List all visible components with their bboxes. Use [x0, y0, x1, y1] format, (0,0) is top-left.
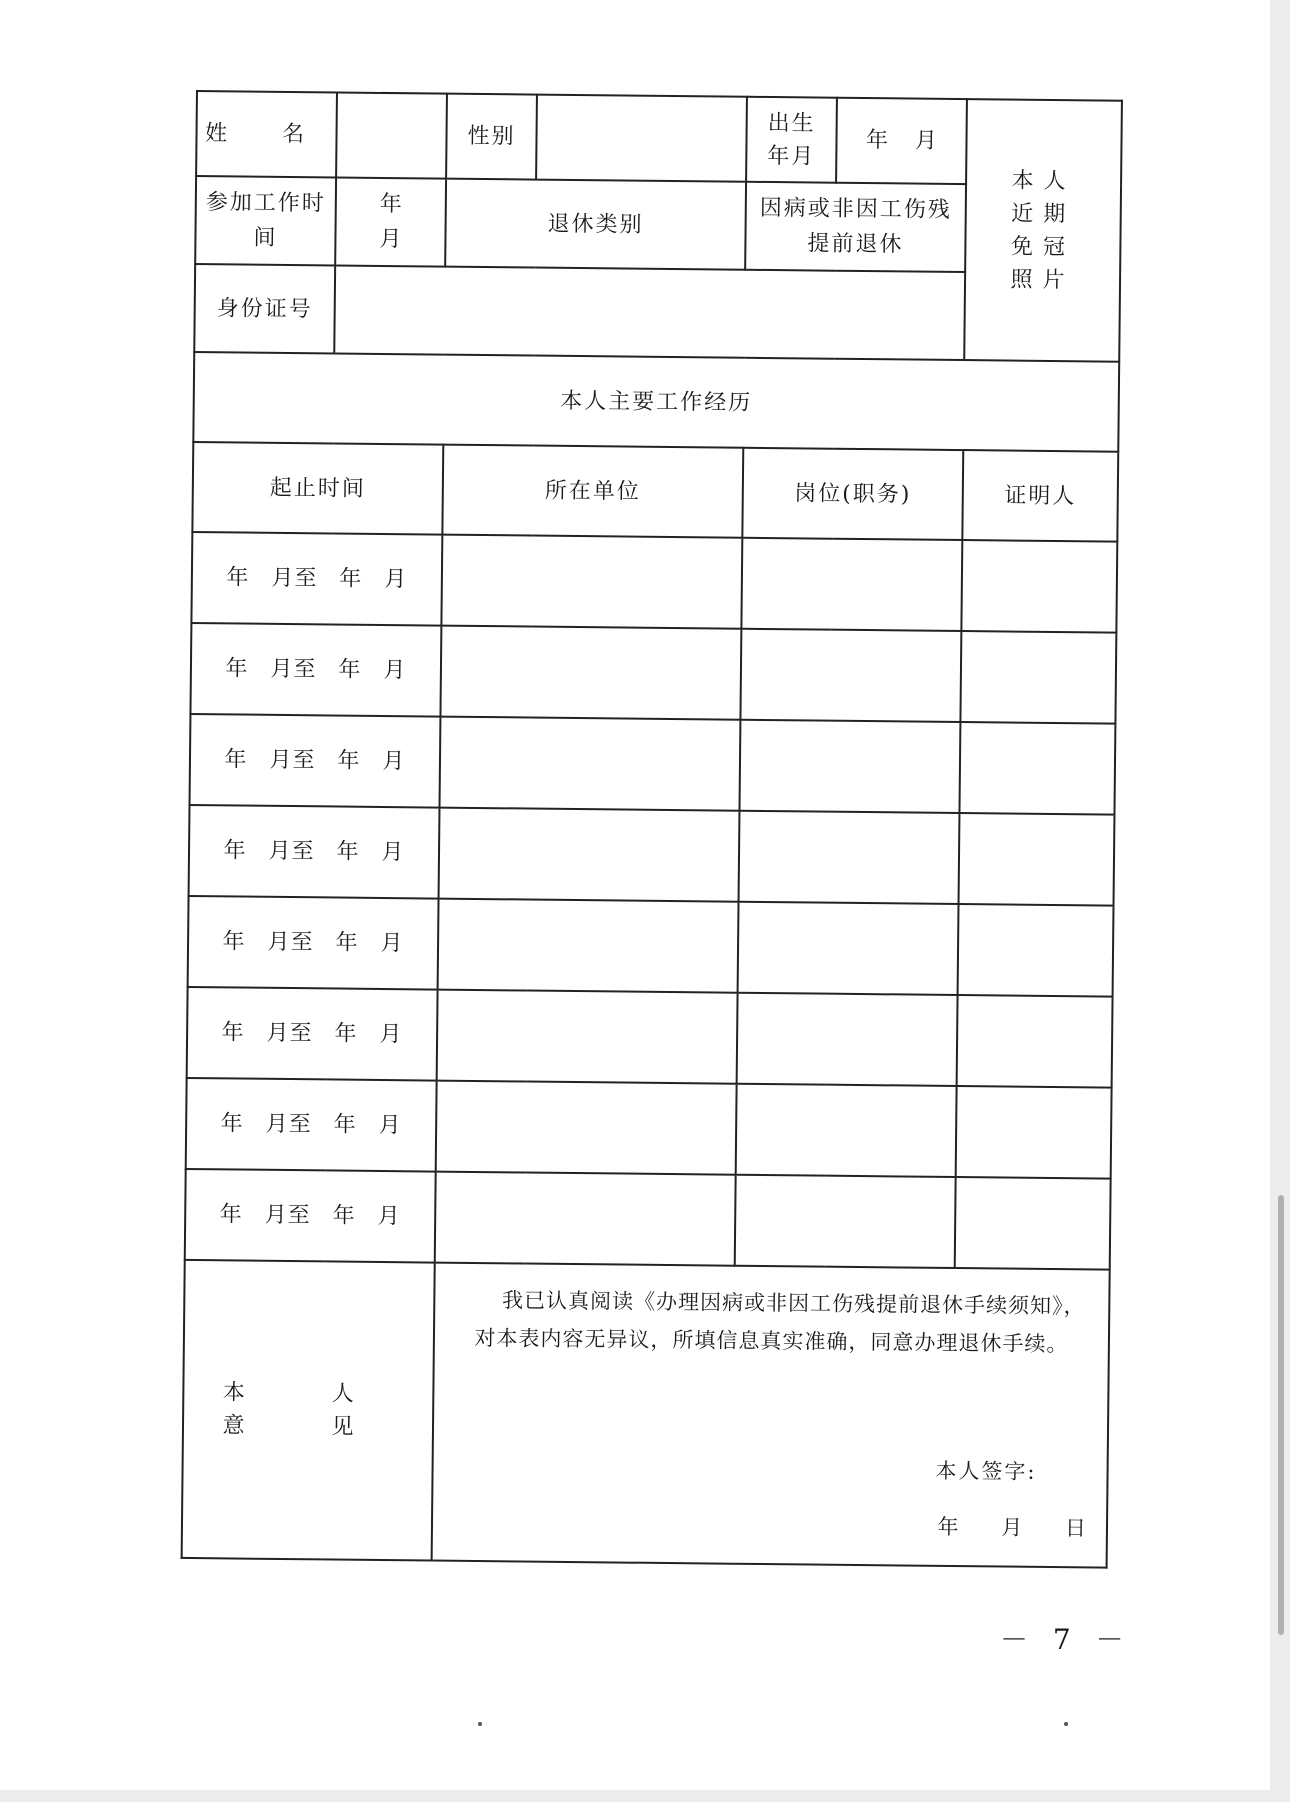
- table-row: [190, 623, 1116, 724]
- history-title: 本人主要工作经历: [193, 352, 1119, 452]
- period-cell[interactable]: 年 月至 年 月: [188, 896, 439, 990]
- unit-cell[interactable]: [440, 626, 741, 720]
- signature-date[interactable]: 年 月 日: [937, 1514, 1087, 1540]
- retire-type-value: 因病或非因工伤残 提前退休: [745, 182, 966, 272]
- unit-cell[interactable]: [441, 535, 742, 629]
- period-cell[interactable]: 年 月至 年 月: [190, 714, 441, 808]
- column-header-period: 起止时间: [192, 442, 443, 535]
- witness-cell[interactable]: [955, 1177, 1111, 1270]
- table-row: [186, 1078, 1112, 1179]
- witness-cell[interactable]: [961, 540, 1117, 633]
- witness-cell[interactable]: [959, 813, 1115, 906]
- name-field[interactable]: [336, 92, 447, 178]
- table-row: [187, 987, 1113, 1088]
- table-row: [191, 532, 1117, 633]
- birth-field[interactable]: 年 月: [836, 98, 967, 184]
- scan-speck: [1064, 1722, 1068, 1726]
- period-cell[interactable]: 年 月至 年 月: [185, 1169, 436, 1263]
- period-cell[interactable]: 年 月至 年 月: [191, 532, 442, 626]
- signature-label[interactable]: 本人签字:: [935, 1458, 1037, 1484]
- witness-cell[interactable]: [959, 722, 1115, 815]
- unit-cell[interactable]: [438, 899, 739, 993]
- unit-cell[interactable]: [439, 808, 740, 902]
- retire-type-label: 退休类别: [445, 179, 746, 270]
- page-number: － 7 －: [1000, 1623, 1132, 1656]
- work-start-label: 参加工作时间: [195, 176, 336, 265]
- position-cell[interactable]: [740, 629, 961, 722]
- position-cell[interactable]: [741, 538, 962, 631]
- position-cell[interactable]: [737, 993, 958, 1086]
- period-cell[interactable]: 年 月至 年 月: [189, 805, 440, 899]
- witness-cell[interactable]: [958, 904, 1114, 997]
- table-row: [190, 714, 1116, 815]
- column-header-position: 岗位(职务): [742, 448, 963, 540]
- unit-cell[interactable]: [435, 1172, 736, 1266]
- table-row: [189, 805, 1115, 906]
- position-cell[interactable]: [736, 1084, 957, 1177]
- witness-cell[interactable]: [957, 995, 1113, 1088]
- position-cell[interactable]: [739, 811, 960, 904]
- id-label: 身份证号: [194, 264, 335, 353]
- witness-cell[interactable]: [956, 1086, 1112, 1179]
- table-row: [185, 1169, 1111, 1270]
- position-cell[interactable]: [738, 902, 959, 995]
- unit-cell[interactable]: [439, 717, 740, 811]
- work-start-field[interactable]: 年 月: [335, 177, 446, 266]
- position-cell[interactable]: [739, 720, 960, 813]
- statement-text: 我已认真阅读《办理因病或非因工伤残提前退休手续须知》，对本表内容无异议，所填信息真实准确，同意办理退休手续。: [474, 1288, 1086, 1357]
- table-row: [188, 896, 1114, 997]
- id-field[interactable]: [334, 265, 965, 360]
- column-header-witness: 证明人: [962, 450, 1118, 542]
- unit-cell[interactable]: [437, 990, 738, 1084]
- scan-speck: [478, 1722, 482, 1726]
- photo-box: 本人 近期 免冠 照片: [964, 99, 1122, 362]
- witness-cell[interactable]: [960, 631, 1116, 724]
- birth-label: [746, 97, 837, 183]
- gender-field[interactable]: [536, 95, 747, 182]
- position-cell[interactable]: [735, 1175, 956, 1268]
- unit-cell[interactable]: [436, 1081, 737, 1175]
- form-sheet: [181, 90, 1123, 1569]
- opinion-label: 本 人 意 见: [182, 1260, 435, 1561]
- period-cell[interactable]: 年 月至 年 月: [186, 1078, 437, 1172]
- period-cell[interactable]: 年 月至 年 月: [190, 623, 441, 717]
- name-label: 姓 名: [196, 91, 337, 177]
- period-cell[interactable]: 年 月至 年 月: [187, 987, 438, 1081]
- gender-label: 性别: [446, 94, 537, 180]
- opinion-box: [432, 1263, 1110, 1568]
- birth-label-line1: 出生: [767, 110, 816, 136]
- scrollbar-thumb[interactable]: [1278, 1195, 1284, 1635]
- retirement-form-table: [181, 90, 1123, 1569]
- birth-label-line2: 年月: [767, 143, 816, 169]
- column-header-unit: 所在单位: [442, 445, 743, 538]
